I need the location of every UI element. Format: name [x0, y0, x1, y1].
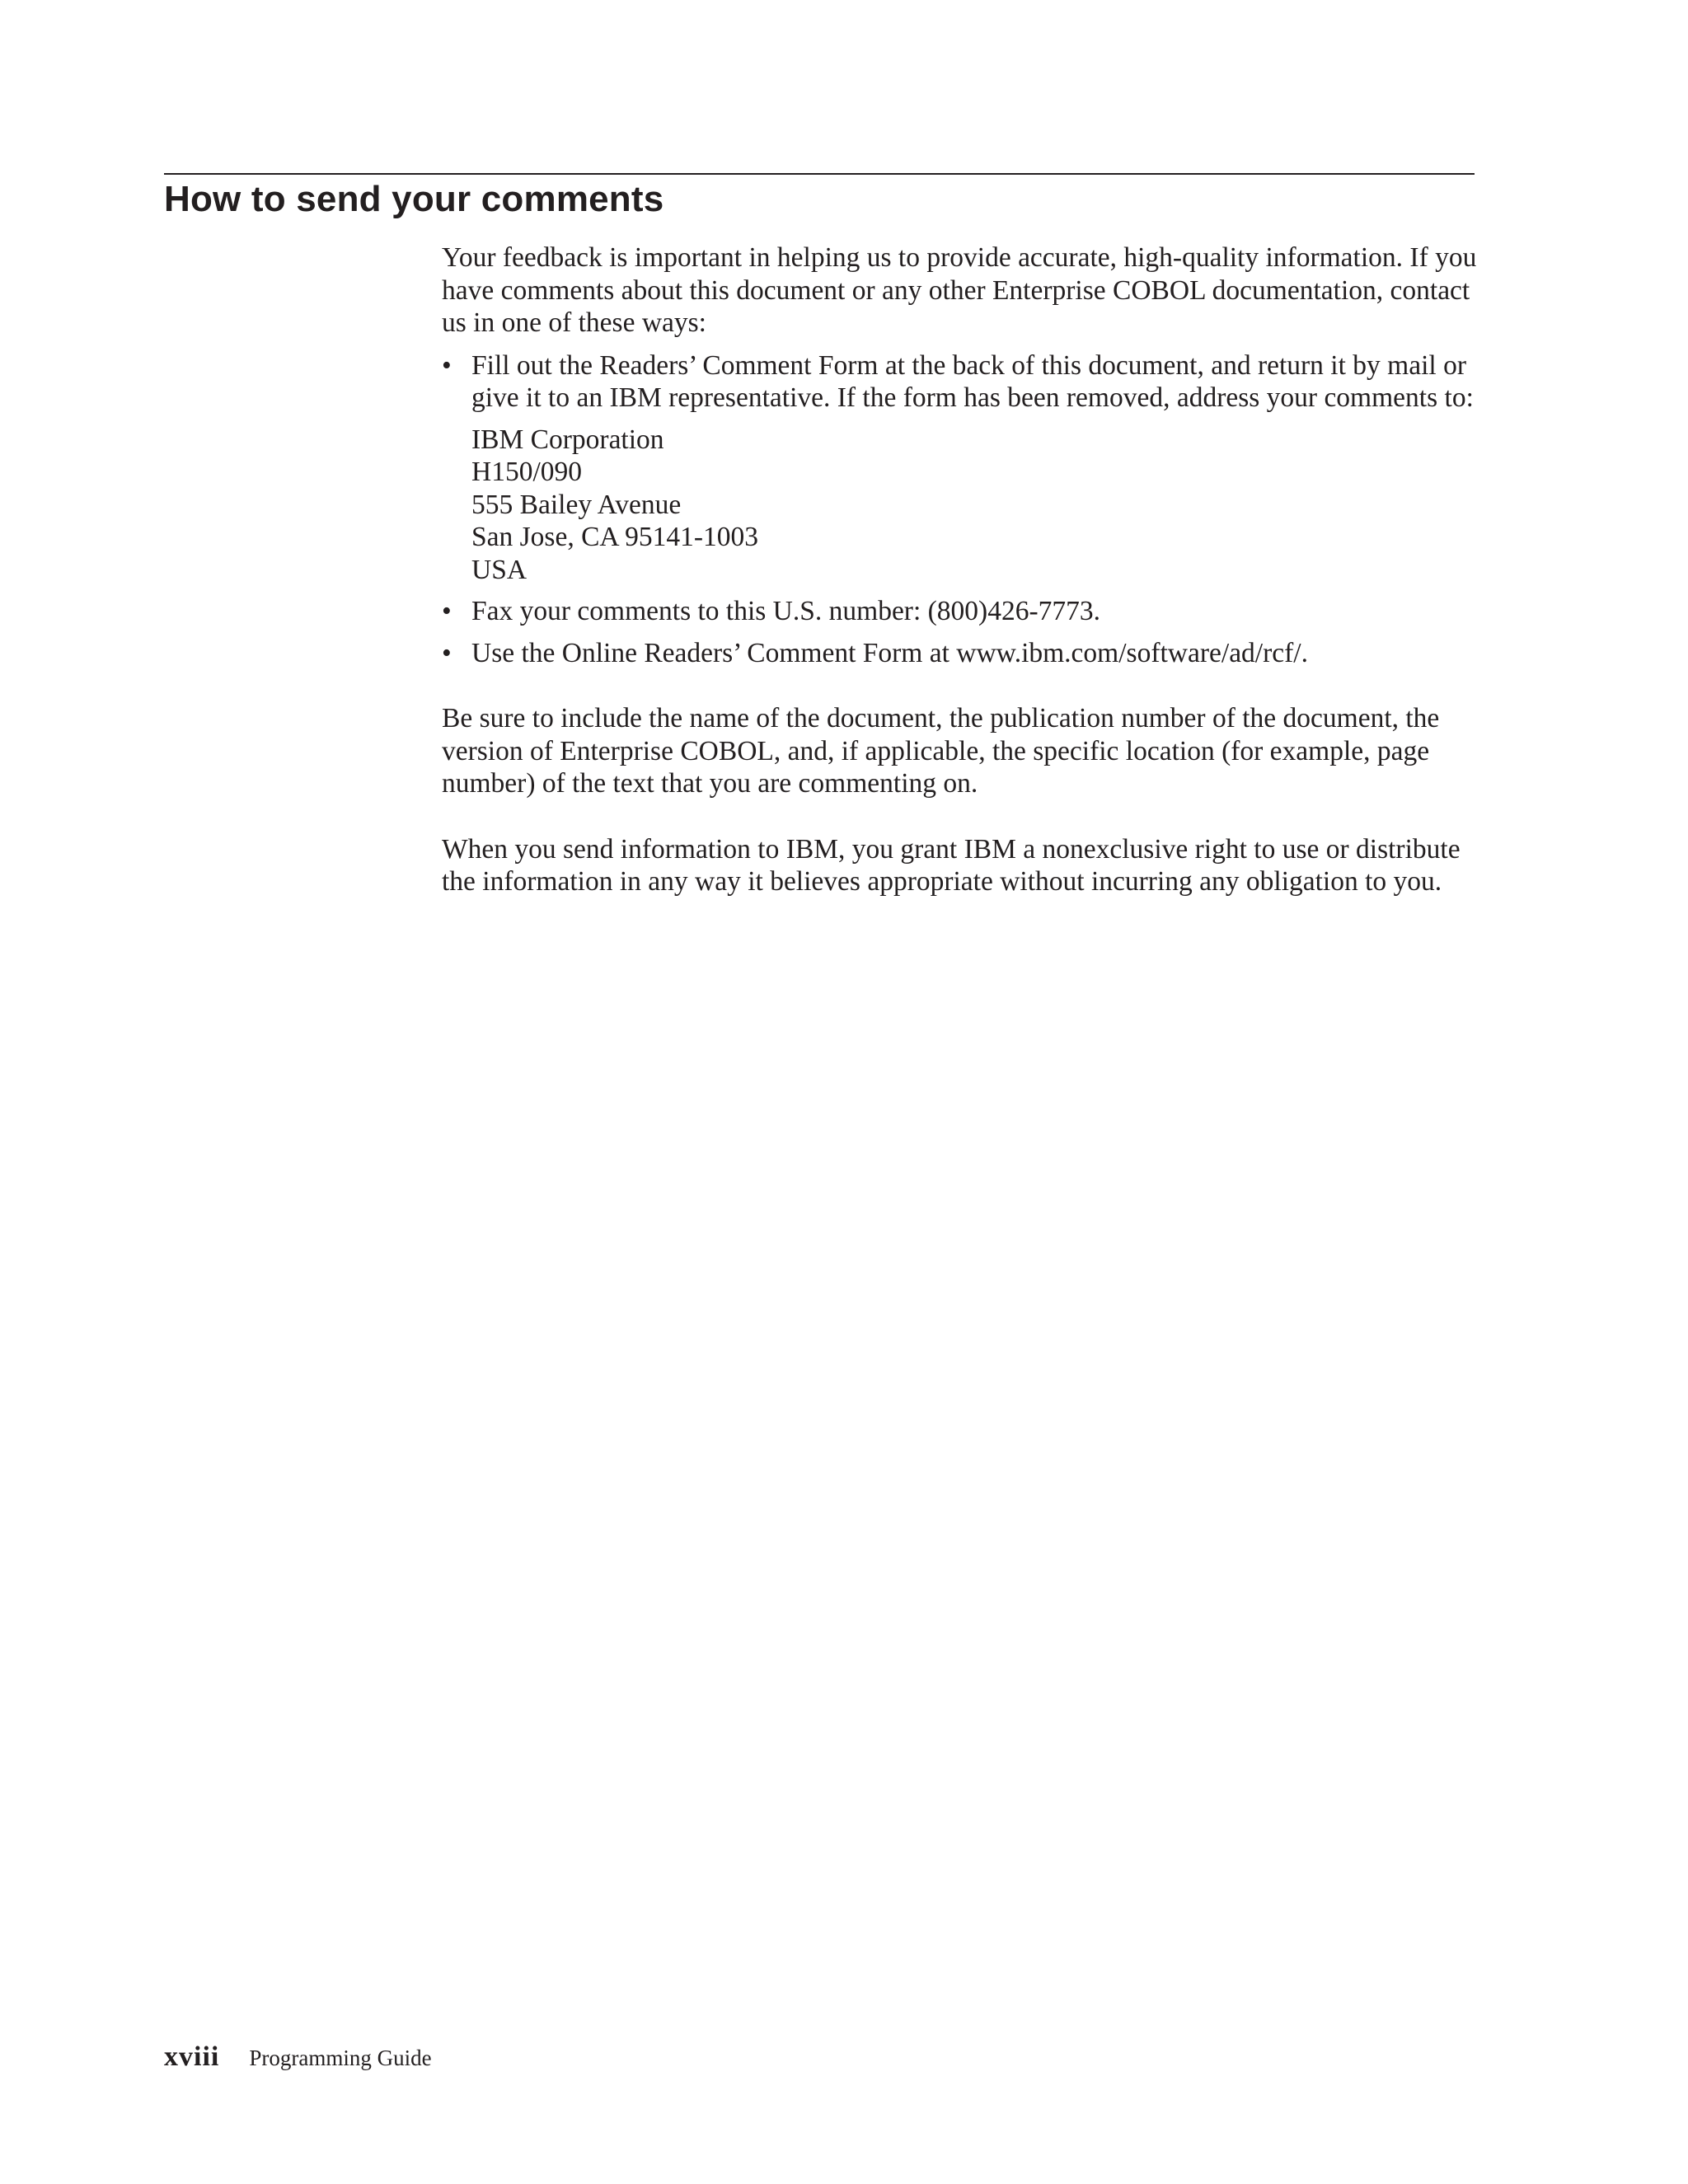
- include-details-paragraph: Be sure to include the name of the document, the publication number of the document, the version of Enterprise COBOL, and, if applicable, the specific location (for example, page number) of the text that you are commenting on.: [442, 703, 1440, 799]
- address-line: San Jose, CA 95141-1003: [471, 522, 759, 552]
- bullet-mark: •: [442, 637, 452, 668]
- address-line: USA: [471, 554, 528, 585]
- fax-instructions: Fax your comments to this U.S. number: (800)426-7773.: [471, 596, 1100, 626]
- bullet-mark: •: [442, 349, 452, 381]
- page-footer: [164, 2041, 432, 2073]
- address-line: IBM Corporation: [471, 424, 664, 455]
- rights-paragraph: When you send information to IBM, you grant IBM a nonexclusive right to use or distribute the information in any way it believes appropriate without incurring any obligation to you.: [442, 833, 1461, 897]
- list-item-form: [442, 349, 1480, 587]
- address-line: H150/090: [471, 457, 582, 487]
- list-item-fax: [442, 595, 1480, 628]
- contact-methods-list: [442, 349, 1480, 670]
- book-title: Programming Guide: [249, 2046, 432, 2070]
- online-form-instructions: Use the Online Readers’ Comment Form at www.ibm.com/software/ad/rcf/.: [471, 637, 1308, 668]
- mailing-address: [471, 424, 1480, 587]
- section-heading: How to send your comments: [164, 179, 664, 219]
- list-item-online: [442, 637, 1480, 670]
- intro-paragraph: Your feedback is important in helping us to provide accurate, high-quality information. If you have comments about this document or any other Enterprise COBOL documentation, contact us in one of these ways:: [442, 242, 1477, 338]
- page-number: xviii: [164, 2041, 220, 2072]
- form-instructions: Fill out the Readers’ Comment Form at the back of this document, and return it by mail or give it to an IBM representative. If the form has been removed, address your comments to:: [471, 349, 1474, 413]
- address-line: 555 Bailey Avenue: [471, 489, 682, 520]
- section-body: [442, 241, 1480, 898]
- bullet-mark: •: [442, 596, 452, 626]
